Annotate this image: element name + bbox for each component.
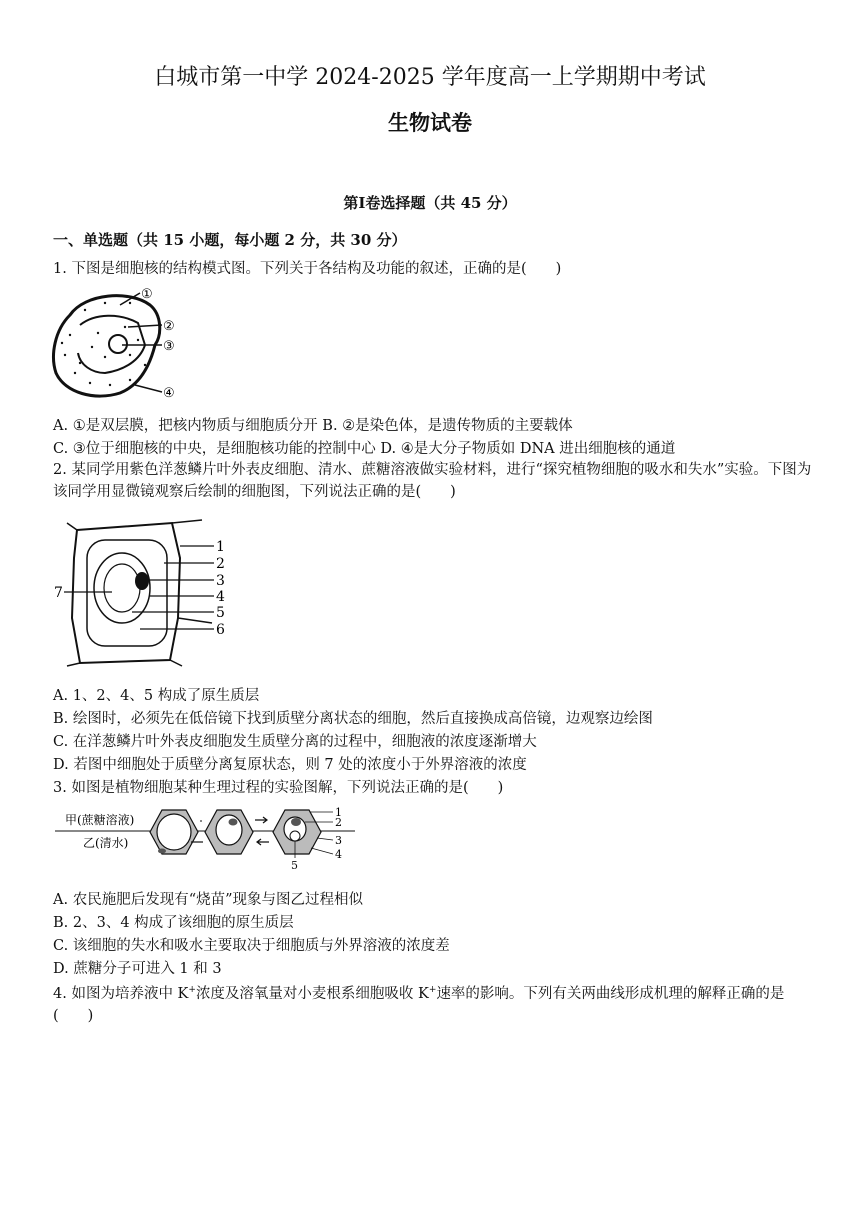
- q4-stem-part-a: 4. 如图为培养液中 K: [53, 985, 189, 1002]
- q3-stem: 3. 如图是植物细胞某种生理过程的实验图解，下列说法正确的是( ): [53, 780, 504, 796]
- exam-title: 白城市第一中学 2024-2025 学年度高一上学期期中考试: [154, 65, 706, 90]
- q3-option-b: B. 2、3、4 构成了该细胞的原生质层: [53, 915, 294, 931]
- cell-label-2: 2: [216, 556, 225, 572]
- q2-option-a: A. 1、2、4、5 构成了原生质层: [53, 688, 260, 704]
- subject-title: 生物试卷: [388, 110, 472, 135]
- q2-option-b: B. 绘图时，必须先在低倍镜下找到质壁分离状态的细胞，然后直接换成高倍镜，边观察边绘图: [53, 711, 653, 727]
- label-yi: 乙(清水): [83, 836, 129, 850]
- q3-label-4: 4: [335, 848, 342, 861]
- nucleus-label-4: ④: [163, 386, 175, 401]
- q4-stem: [53, 979, 813, 1027]
- q3-option-a: A. 农民施肥后发现有“烧苗”现象与图乙过程相似: [53, 892, 364, 908]
- q2-option-d: D. 若图中细胞处于质壁分离复原状态，则 7 处的浓度小于外界溶液的浓度: [53, 757, 527, 773]
- q3-label-1: 1: [335, 806, 342, 819]
- q3-option-c: C. 该细胞的失水和吸水主要取决于细胞质与外界溶液的浓度差: [53, 938, 450, 954]
- q2-stem: 2. 某同学用紫色洋葱鳞片叶外表皮细胞、清水、蔗糖溶液做实验材料，进行“探究植物细胞的吸水和失水”实验。下图为该同学用显微镜观察后绘制的细胞图，下列说法正确的是( ): [53, 462, 812, 500]
- q4-stem-part-c: 速率的影响。下列有关两曲线形成机理的解释正确的是( ): [53, 985, 785, 1024]
- nucleus-label-1: ①: [141, 287, 153, 302]
- nucleus-label-3: ③: [163, 339, 175, 354]
- part-title: 一、单选题（共 15 小题，每小题 2 分，共 30 分）: [53, 231, 407, 249]
- plant-cell-figure: [52, 518, 242, 668]
- q4-sup-2: +: [428, 985, 437, 995]
- q4-sup-1: +: [188, 985, 196, 995]
- q1-options-line2: C. ③位于细胞核的中央，是细胞核功能的控制中心 D. ④是大分子物质如 DNA 进出细胞核的通道: [53, 441, 676, 457]
- nucleus-label-2: ②: [163, 319, 175, 334]
- q3-label-5: 5: [291, 859, 298, 872]
- cell-label-7: 7: [54, 585, 63, 601]
- label-jia: 甲(蔗糖溶液): [65, 813, 135, 827]
- nucleus-figure: [50, 285, 200, 403]
- q1-stem: 1. 下图是细胞核的结构模式图。下列关于各结构及功能的叙述，正确的是( ): [53, 261, 562, 277]
- q1-options-line1: A. ①是双层膜，把核内物质与细胞质分开 B. ②是染色体，是遗传物质的主要载体: [53, 418, 573, 434]
- plasmolysis-figure: [55, 802, 355, 862]
- cell-label-6: 6: [216, 622, 225, 638]
- cell-label-5: 5: [216, 605, 225, 621]
- q3-label-3: 3: [335, 834, 342, 847]
- q2-option-c: C. 在洋葱鳞片叶外表皮细胞发生质壁分离的过程中，细胞液的浓度逐渐增大: [53, 734, 537, 750]
- cell-label-4: 4: [216, 589, 225, 605]
- section-title: 第Ⅰ卷选择题（共 45 分）: [343, 194, 517, 212]
- q4-stem-part-b: 浓度及溶氧量对小麦根系细胞吸收 K: [195, 985, 429, 1002]
- q3-label-2: 2: [335, 816, 342, 829]
- cell-label-3: 3: [216, 573, 225, 589]
- cell-label-1: 1: [216, 539, 225, 555]
- q3-option-d: D. 蔗糖分子可进入 1 和 3: [53, 961, 222, 977]
